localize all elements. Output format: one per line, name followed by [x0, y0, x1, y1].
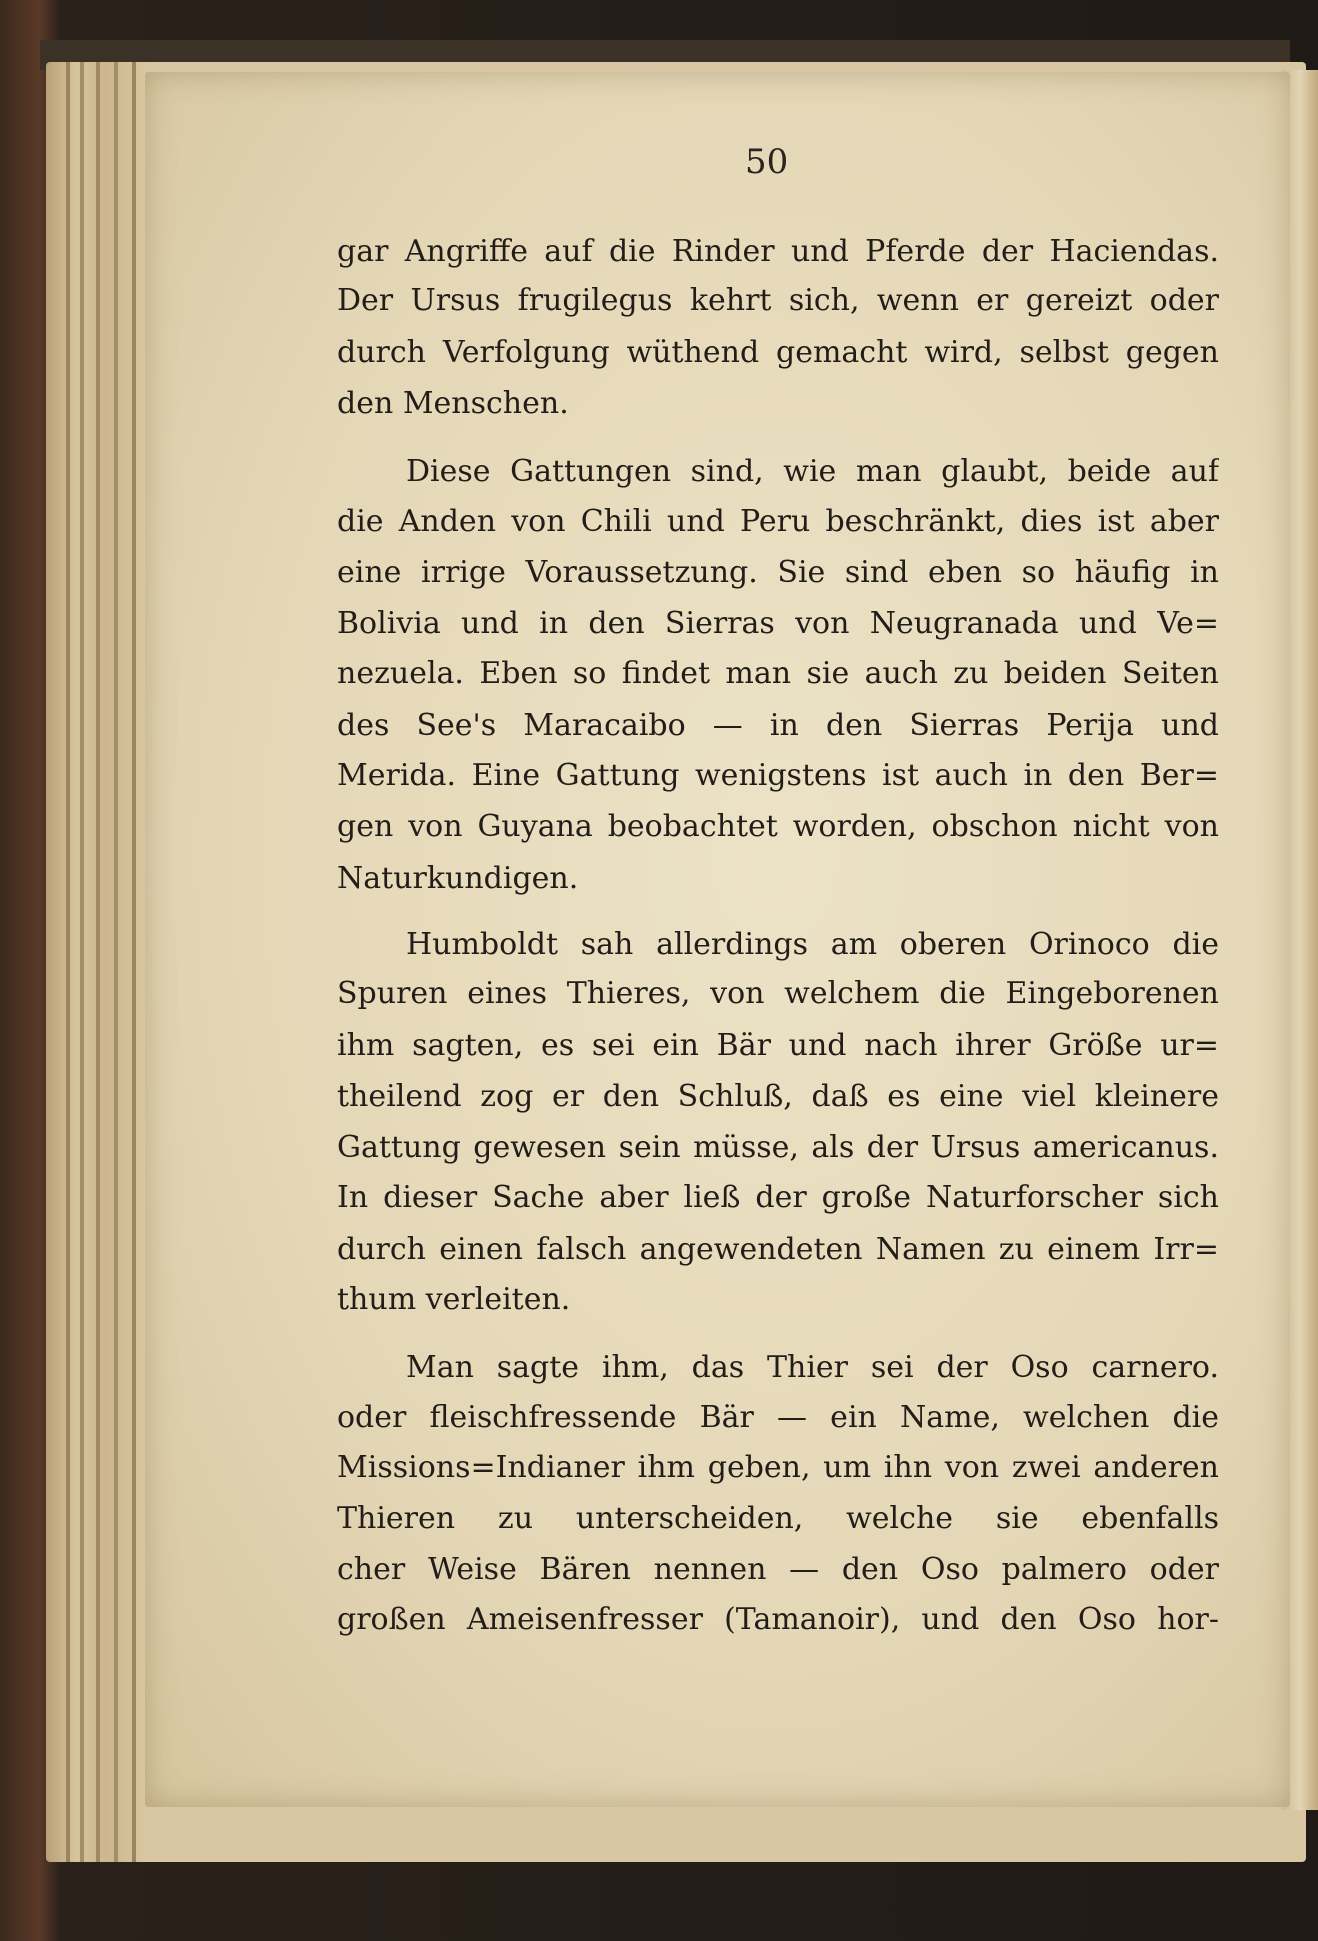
text-line: ihm sagten, es sei ein Bär und nach ihrer Größe ur= — [337, 1028, 1219, 1063]
page-number: 50 — [745, 142, 789, 182]
text-line: Man sagte ihm, das Thier sei der Oso carnero. — [406, 1350, 1219, 1385]
text-line: Spuren eines Thieres, von welchem die Eingeborenen — [337, 976, 1219, 1011]
text-line: theilend zog er den Schluß, daß es eine viel kleinere — [337, 1079, 1219, 1114]
text-line: die Anden von Chili und Peru beschränkt, dies ist aber — [337, 504, 1219, 539]
text-line: Humboldt sah allerdings am oberen Orinoco die — [406, 927, 1219, 962]
text-line: Missions=Indianer ihm geben, um ihn von zwei anderen — [337, 1450, 1219, 1485]
text-line: großen Ameisenfresser (Tamanoir), und den Oso hor- — [337, 1602, 1219, 1637]
text-line: Gattung gewesen sein müsse, als der Ursus americanus. — [337, 1130, 1219, 1165]
text-line: Der Ursus frugilegus kehrt sich, wenn er gereizt oder — [337, 283, 1219, 318]
text-line: des See's Maracaibo — in den Sierras Perija und — [337, 708, 1219, 743]
text-line: eine irrige Voraussetzung. Sie sind eben so häufig in — [337, 555, 1219, 590]
text-line: oder fleischfressende Bär — ein Name, welchen die — [337, 1400, 1219, 1435]
text-line: In dieser Sache aber ließ der große Naturforscher sich — [337, 1180, 1219, 1215]
text-line: Merida. Eine Gattung wenigstens ist auch in den Ber= — [337, 758, 1219, 793]
text-line: nezuela. Eben so findet man sie auch zu beiden Seiten — [337, 656, 1219, 691]
text-line: Thieren zu unterscheiden, welche sie ebenfalls — [337, 1501, 1219, 1536]
text-line: den Menschen. — [337, 386, 569, 421]
text-line: thum verleiten. — [337, 1282, 571, 1317]
text-line: durch einen falsch angewendeten Namen zu einem Irr= — [337, 1232, 1219, 1267]
text-line: Bolivia und in den Sierras von Neugranada und Ve= — [337, 606, 1219, 641]
text-line: gen von Guyana beobachtet worden, obschon nicht von — [337, 809, 1219, 844]
text-line: gar Angriffe auf die Rinder und Pferde der Haciendas. — [337, 234, 1219, 269]
text-line: durch Verfolgung wüthend gemacht wird, selbst gegen — [337, 335, 1219, 370]
text-line: Naturkundigen. — [337, 861, 579, 896]
text-line: Diese Gattungen sind, wie man glaubt, beide auf — [406, 454, 1219, 489]
text-line: cher Weise Bären nennen — den Oso palmero oder — [337, 1552, 1219, 1587]
